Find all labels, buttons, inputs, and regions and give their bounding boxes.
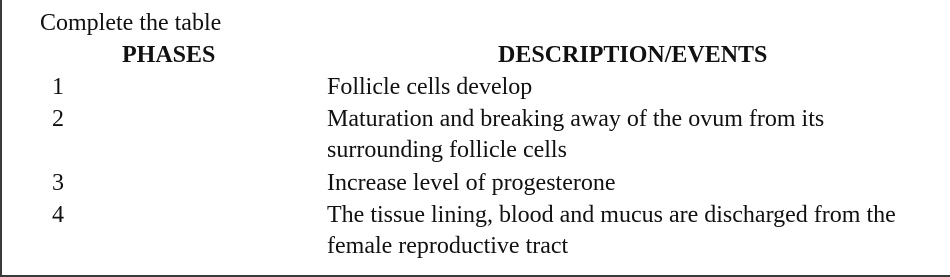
phase-description-3: Increase level of progesterone [327, 170, 616, 196]
instruction-text: Complete the table [40, 10, 222, 36]
phase-description-1: Follicle cells develop [327, 74, 533, 100]
frame-left-border [0, 0, 2, 277]
phase-description-4: The tissue lining, blood and mucus are discharged from the female reproductive tract [327, 202, 896, 259]
phase-number-4: 4 [52, 202, 64, 228]
phase-description-2: Maturation and breaking away of the ovum from its surrounding follicle cells [327, 106, 825, 163]
phase-number-3: 3 [52, 170, 64, 196]
description-column-header: DESCRIPTION/EVENTS [498, 42, 768, 68]
phases-column-header: PHASES [122, 42, 216, 68]
phase-number-1: 1 [52, 74, 64, 100]
phase-number-2: 2 [52, 106, 64, 132]
